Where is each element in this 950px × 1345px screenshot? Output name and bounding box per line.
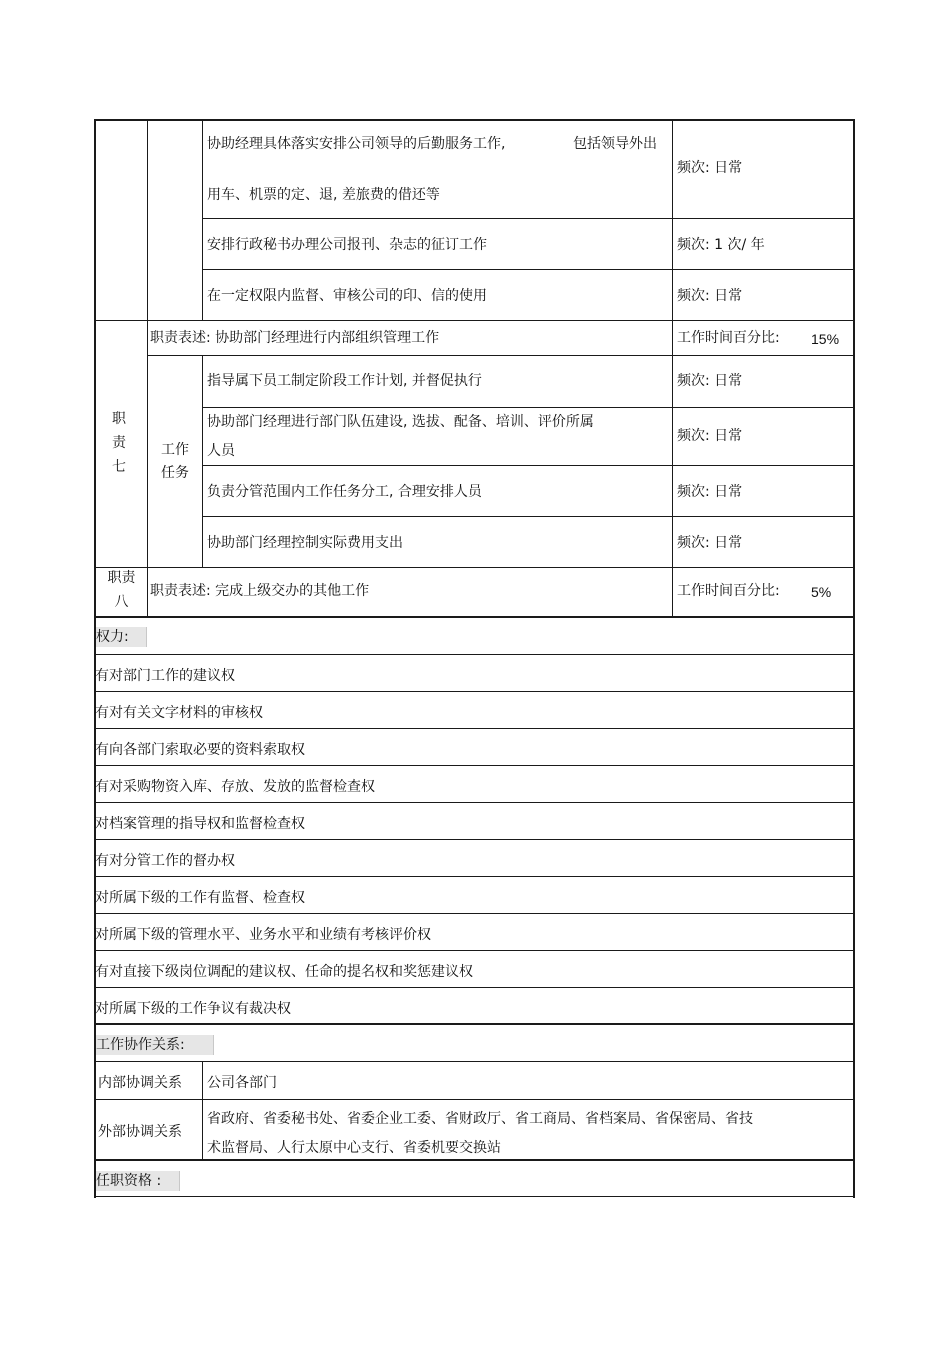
- power-item: 对所属下级的工作有监督、检查权: [95, 890, 305, 906]
- task-text: 指导属下员工制定阶段工作计划, 并督促执行: [207, 373, 482, 389]
- row-line: [94, 876, 854, 877]
- duty8-description: 职责表述: 完成上级交办的其他工作: [150, 583, 370, 599]
- duty7-label: 职 责 七: [112, 411, 126, 475]
- section-line: [94, 1023, 855, 1025]
- powers-header: 权力:: [96, 629, 129, 645]
- row-line: [202, 218, 854, 219]
- internal-relation-label: 内部协调关系: [98, 1075, 182, 1091]
- duty7-pct-value: 15%: [811, 331, 840, 347]
- row-line: [94, 987, 854, 988]
- col-divider-3: [672, 119, 673, 617]
- power-item: 有对采购物资入库、存放、发放的监督检查权: [95, 779, 375, 795]
- task-frequency: 频次: 日常: [677, 428, 743, 444]
- task-label: 工作: [161, 442, 189, 458]
- duty8-label: 职责: [107, 570, 136, 586]
- task-text: 协助部门经理进行部门队伍建设, 选拔、配备、培训、评价所属: [207, 414, 594, 430]
- duty7-description: 职责表述: 协助部门经理进行内部组织管理工作: [150, 330, 440, 346]
- power-item: 有对分管工作的督办权: [95, 853, 235, 869]
- row-line: [94, 691, 854, 692]
- row-line: [94, 320, 854, 321]
- task-text: 安排行政秘书办理公司报刊、杂志的征订工作: [207, 237, 487, 253]
- col-divider-1: [147, 119, 148, 617]
- relations-col-divider: [202, 1062, 203, 1159]
- row-line: [94, 567, 854, 568]
- task-frequency: 频次: 日常: [677, 160, 743, 176]
- row-line: [94, 654, 854, 655]
- row-line: [202, 407, 854, 408]
- row-line: [94, 913, 854, 914]
- external-relation-value: 省政府、省委秘书处、省委企业工委、省财政厅、省工商局、省档案局、省保密局、省技: [207, 1111, 753, 1127]
- task-text: 包括领导外出: [573, 136, 657, 152]
- table-top-border: [94, 119, 855, 121]
- col-divider-2a: [202, 119, 203, 320]
- col-divider-2b: [202, 355, 203, 567]
- power-item: 有对部门工作的建议权: [95, 668, 235, 684]
- task-frequency: 频次: 日常: [677, 484, 743, 500]
- task-text: 在一定权限内监督、审核公司的印、信的使用: [207, 288, 487, 304]
- power-item: 有对直接下级岗位调配的建议权、任命的提名权和奖惩建议权: [95, 964, 473, 980]
- external-relation-value: 术监督局、人行太原中心支行、省委机要交换站: [207, 1140, 501, 1156]
- row-line: [202, 465, 854, 466]
- duty8-pct-value: 5%: [811, 584, 832, 600]
- row-line: [94, 839, 854, 840]
- task-text: 负责分管范围内工作任务分工, 合理安排人员: [207, 484, 482, 500]
- task-frequency: 频次: 日常: [677, 288, 743, 304]
- row-line: [94, 765, 854, 766]
- duty7-pct-label: 工作时间百分比:: [677, 330, 780, 346]
- section-line: [94, 616, 855, 618]
- duty8-label: 八: [114, 594, 129, 610]
- row-line: [147, 355, 854, 356]
- section-line: [94, 1159, 855, 1161]
- task-text: 协助经理具体落实安排公司领导的后勤服务工作,: [207, 136, 506, 152]
- table-right-border: [853, 119, 855, 1198]
- row-line: [94, 1099, 854, 1100]
- power-item: 对所属下级的工作争议有裁决权: [95, 1001, 291, 1017]
- task-text: 人员: [207, 443, 235, 459]
- task-text: 协助部门经理控制实际费用支出: [207, 535, 403, 551]
- relations-header: 工作协作关系:: [96, 1037, 185, 1053]
- duty8-pct-label: 工作时间百分比:: [677, 583, 780, 599]
- row-line: [94, 1061, 854, 1062]
- row-line: [94, 950, 854, 951]
- external-relation-label: 外部协调关系: [98, 1124, 182, 1140]
- task-frequency: 频次: 日常: [677, 535, 743, 551]
- task-frequency: 频次: 1 次/ 年: [677, 237, 765, 253]
- task-text: 用车、机票的定、退, 差旅费的借还等: [207, 187, 440, 203]
- power-item: 对所属下级的管理水平、业务水平和业绩有考核评价权: [95, 927, 431, 943]
- task-frequency: 频次: 日常: [677, 373, 743, 389]
- power-item: 对档案管理的指导权和监督检查权: [95, 816, 305, 832]
- qualification-header: 任职资格 :: [96, 1173, 162, 1189]
- table-bottom-border: [94, 1196, 855, 1197]
- row-line: [94, 802, 854, 803]
- row-line: [202, 269, 854, 270]
- row-line: [202, 516, 854, 517]
- row-line: [94, 728, 854, 729]
- power-item: 有向各部门索取必要的资料索取权: [95, 742, 305, 758]
- power-item: 有对有关文字材料的审核权: [95, 705, 263, 721]
- task-label: 任务: [161, 465, 189, 481]
- internal-relation-value: 公司各部门: [207, 1075, 277, 1091]
